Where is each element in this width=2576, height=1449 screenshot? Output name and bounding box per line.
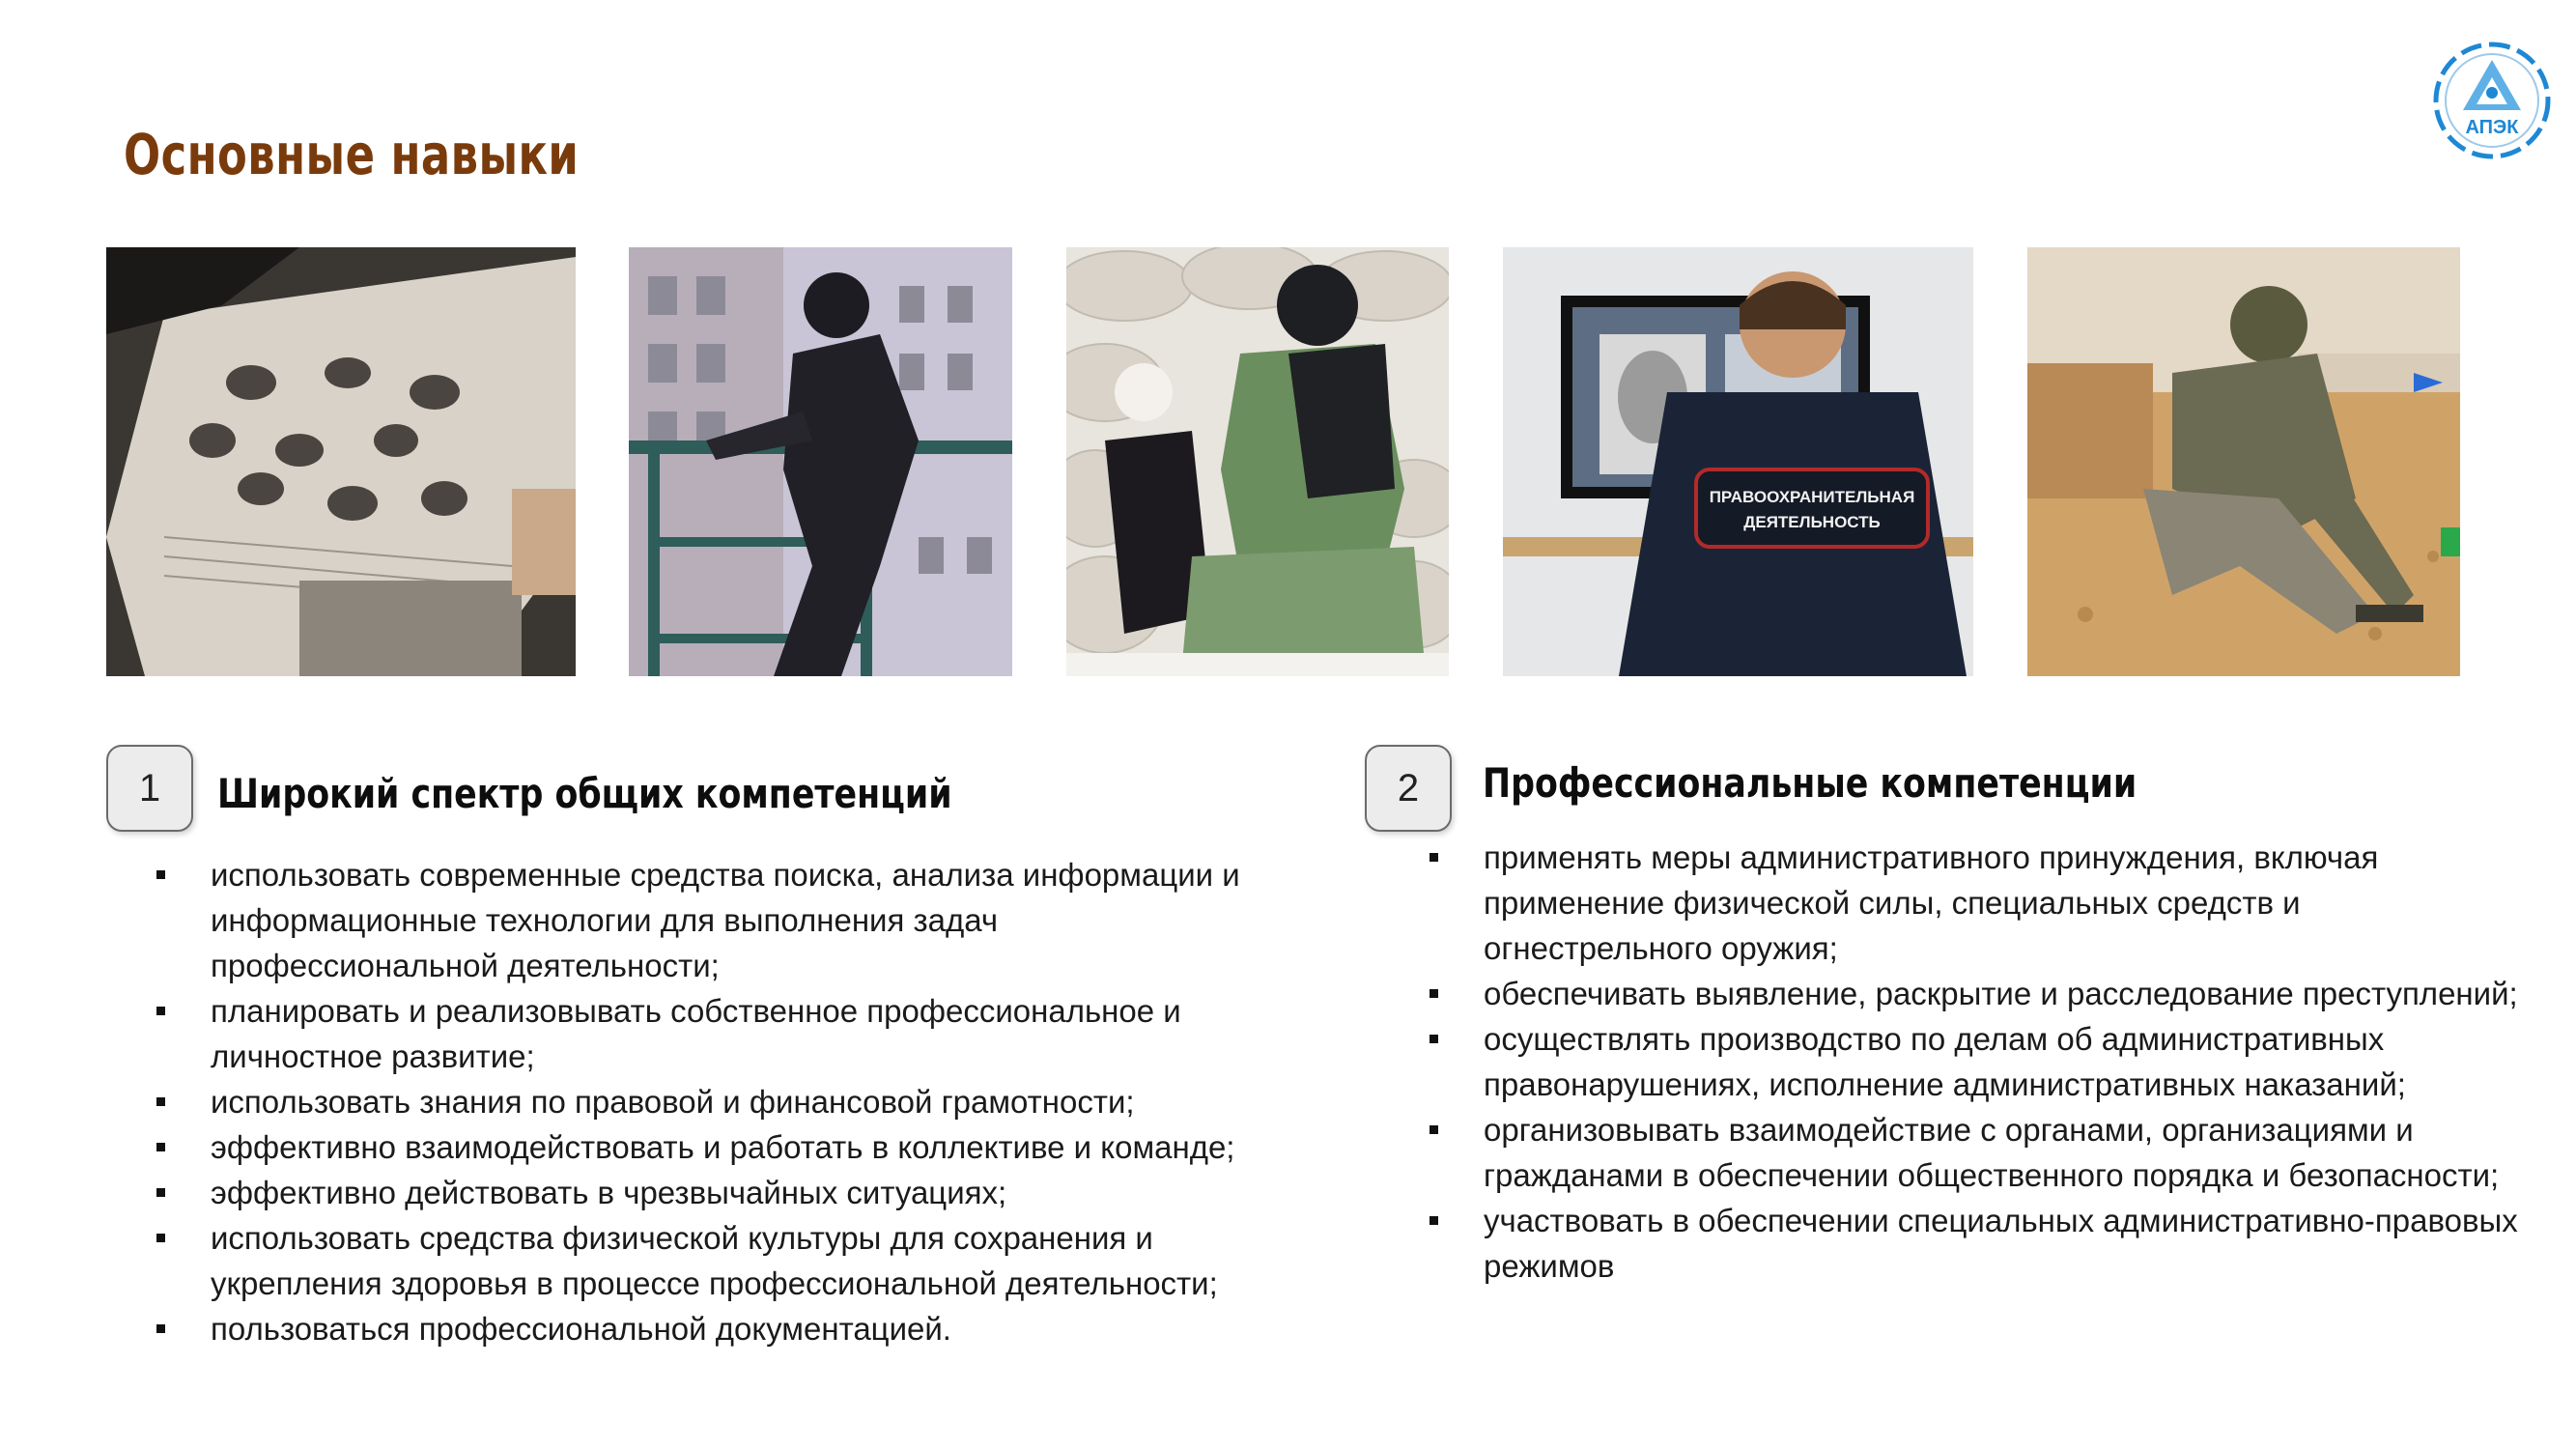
patch-line-2: ДЕЯТЕЛЬНОСТЬ <box>1743 513 1881 531</box>
demining-soldier-photo <box>2027 247 2460 676</box>
list-item: эффективно действовать в чрезвычайных ситуациях; <box>155 1170 1275 1215</box>
section-number-2: 2 <box>1365 745 1452 832</box>
apek-logo <box>2424 33 2560 168</box>
list-item: обеспечивать выявление, раскрытие и расследование преступлений; <box>1428 971 2519 1016</box>
computer-identikit-photo <box>1503 247 1973 676</box>
list-item: использовать знания по правовой и финансовой грамотности; <box>155 1079 1275 1124</box>
list-item: использовать современные средства поиска, анализа информации и информационные технологии для выполнения задач профессиональной деятельности; <box>155 852 1275 988</box>
first-aid-photo <box>1066 247 1449 676</box>
list-item: организовывать взаимодействие с органами, организациями и гражданами в обеспечении общественного порядка и безопасности; <box>1428 1107 2519 1198</box>
logo-text: АПЭК <box>2465 117 2519 138</box>
page-title: Основные навыки <box>124 122 580 187</box>
section-heading-general: Широкий спектр общих компетенций <box>217 770 952 817</box>
climbing-officer-photo <box>629 247 1012 676</box>
list-item: эффективно взаимодействовать и работать в коллективе и команде; <box>155 1124 1275 1170</box>
section-heading-professional: Профессиональные компетенции <box>1483 759 2137 807</box>
section-number-1: 1 <box>106 745 193 832</box>
list-item: пользоваться профессиональной документацией. <box>155 1306 1275 1351</box>
list-item: осуществлять производство по делам об административных правонарушениях, исполнение административных наказаний; <box>1428 1016 2519 1107</box>
list-item: использовать средства физической культуры для сохранения и укрепления здоровья в процессе профессиональной деятельности; <box>155 1215 1275 1306</box>
list-item: планировать и реализовывать собственное профессиональное и личностное развитие; <box>155 988 1275 1079</box>
general-competencies-list <box>155 852 1275 1351</box>
patch-line-1: ПРАВООХРАНИТЕЛЬНАЯ <box>1709 488 1915 506</box>
list-item: применять меры административного принуждения, включая применение физической силы, специальных средств и огнестрельного оружия; <box>1428 835 2519 971</box>
list-item: участвовать в обеспечении специальных административно-правовых режимов <box>1428 1198 2519 1289</box>
fingerprint-card-photo <box>106 247 576 676</box>
professional-competencies-list <box>1428 835 2519 1289</box>
